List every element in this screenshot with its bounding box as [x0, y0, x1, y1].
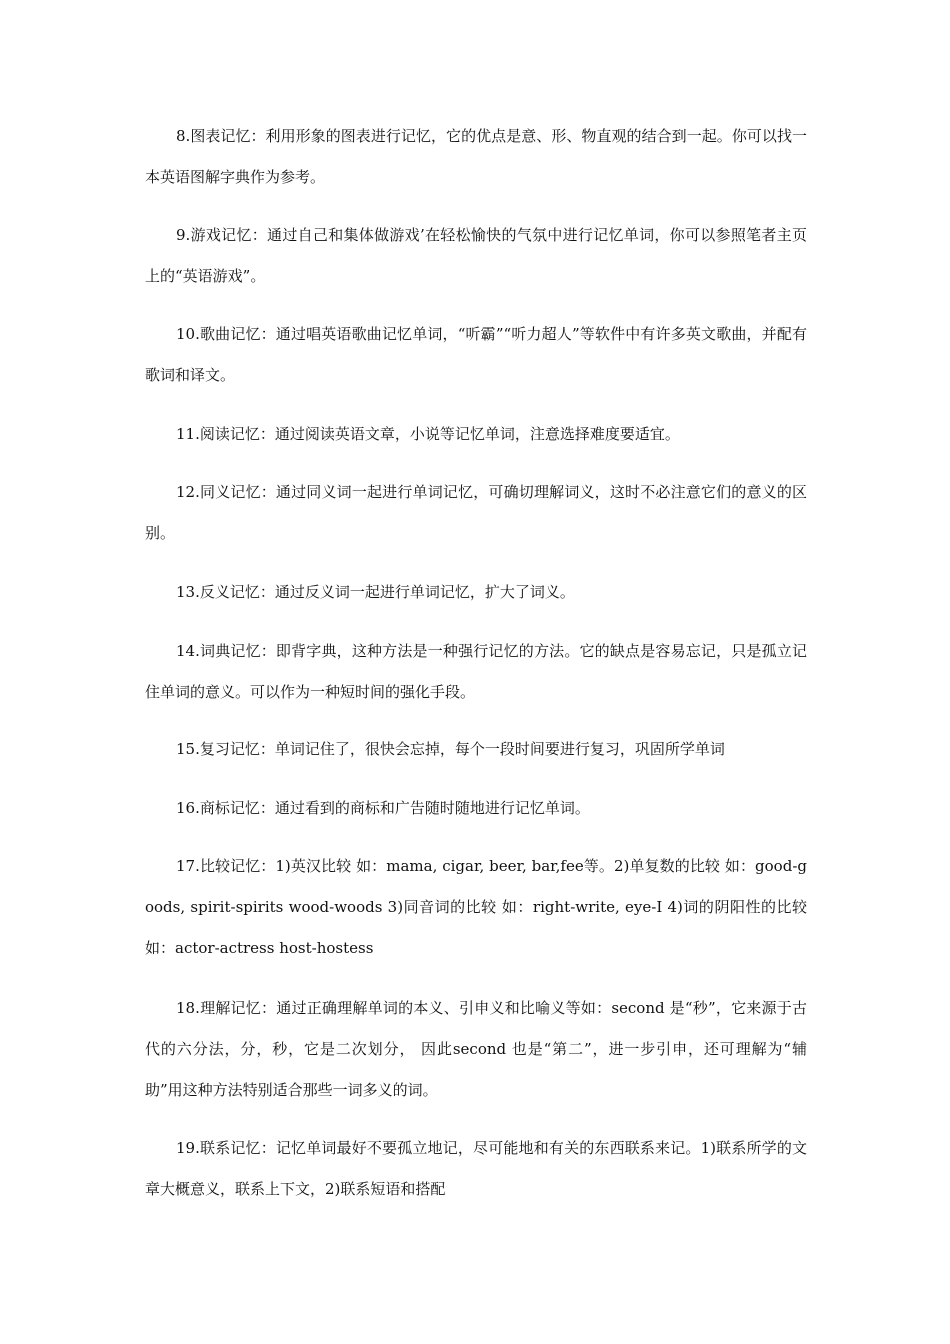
- paragraph-17: 17.比较记忆：1)英汉比较 如：mama, cigar, beer, bar,fee等。2)单复数的比较 如：good-goods, spirit-spirits wood-woods 3)同音词的比较 如：right-write, eye-I 4)词的阴阳性的比较 如：actor-actress host-hostess: [145, 857, 807, 957]
- paragraph-13: 13.反义记忆：通过反义词一起进行单词记忆，扩大了词义。: [176, 583, 575, 601]
- paragraph-19: 19.联系记忆：记忆单词最好不要孤立地记，尽可能地和有关的东西联系来记。1)联系所学的文章大概意义，联系上下文，2)联系短语和搭配: [145, 1139, 807, 1198]
- paragraph-11: 11.阅读记忆：通过阅读英语文章，小说等记忆单词，注意选择难度要适宜。: [176, 425, 680, 443]
- paragraph-15: 15.复习记忆：单词记住了，很快会忘掉，每个一段时间要进行复习，巩固所学单词: [176, 740, 725, 758]
- paragraph-12: 12.同义记忆：通过同义词一起进行单词记忆，可确切理解词义，这时不必注意它们的意义的区别。: [145, 483, 807, 542]
- paragraph-9: 9.游戏记忆：通过自己和集体做游戏’在轻松愉快的气氛中进行记忆单词，你可以参照笔者主页上的“英语游戏”。: [145, 226, 807, 285]
- paragraph-14: 14.词典记忆：即背字典，这种方法是一种强行记忆的方法。它的缺点是容易忘记，只是孤立记住单词的意义。可以作为一种短时间的强化手段。: [145, 642, 807, 701]
- paragraph-16: 16.商标记忆：通过看到的商标和广告随时随地进行记忆单词。: [176, 799, 590, 817]
- paragraph-10: 10.歌曲记忆：通过唱英语歌曲记忆单词，“听霸”“听力超人”等软件中有许多英文歌曲，并配有歌词和译文。: [145, 325, 807, 384]
- paragraph-8: 8.图表记忆：利用形象的图表进行记忆，它的优点是意、形、物直观的结合到一起。你可以找一本英语图解字典作为参考。: [145, 127, 807, 186]
- paragraph-18: 18.理解记忆：通过正确理解单词的本义、引申义和比喻义等如：second 是“秒”，它来源于古代的六分法，分，秒，它是二次划分， 因此second 也是“第二”，进一步引申，还可理解为“辅助”用这种方法特别适合那些一词多义的词。: [145, 999, 807, 1099]
